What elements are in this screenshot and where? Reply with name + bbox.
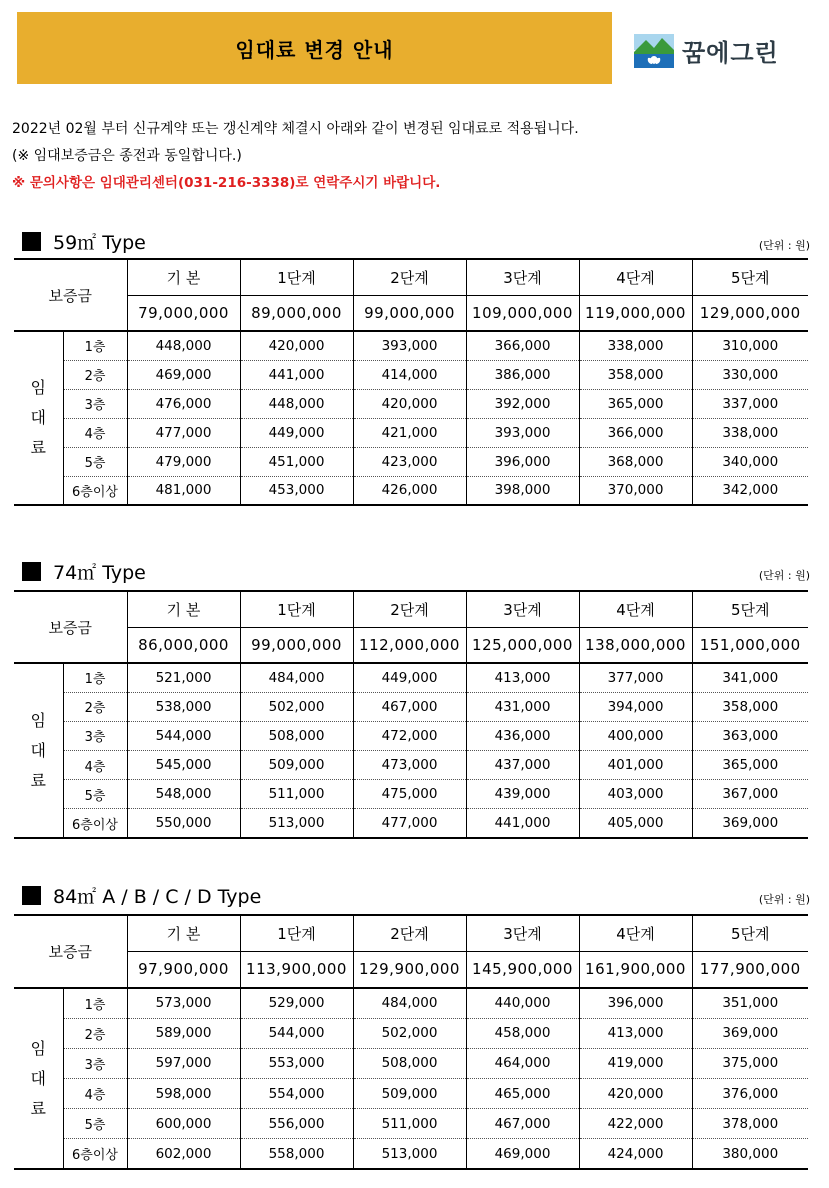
rent-value: 413,000	[466, 663, 579, 692]
table-row	[14, 721, 808, 750]
rent-value: 330,000	[692, 360, 808, 389]
deposit-amount: 97,900,000	[127, 951, 240, 988]
stage-header: 기 본	[127, 259, 240, 295]
section-title-text: 59㎡ Type	[53, 232, 146, 254]
table-row	[14, 663, 808, 692]
deposit-amount: 89,000,000	[240, 295, 353, 331]
stage-header: 1단계	[240, 259, 353, 295]
rent-value: 422,000	[579, 1109, 692, 1139]
floor-label: 5층	[63, 780, 127, 809]
stage-header: 5단계	[692, 591, 808, 627]
stage-header: 2단계	[353, 259, 466, 295]
deposit-amount: 129,900,000	[353, 951, 466, 988]
rent-value: 548,000	[127, 780, 240, 809]
rent-value: 365,000	[692, 751, 808, 780]
floor-label: 1층	[63, 331, 127, 360]
rent-value: 538,000	[127, 692, 240, 721]
rent-value: 396,000	[579, 988, 692, 1018]
rent-value: 338,000	[692, 418, 808, 447]
rent-value: 421,000	[353, 418, 466, 447]
floor-label: 2층	[63, 692, 127, 721]
rent-value: 358,000	[692, 692, 808, 721]
table-row	[14, 476, 808, 505]
rent-value: 529,000	[240, 988, 353, 1018]
section-title-text: 74㎡ Type	[53, 562, 146, 584]
table-row	[14, 1079, 808, 1109]
square-bullet-icon	[22, 886, 41, 905]
table-row	[14, 1109, 808, 1139]
floor-label: 6층이상	[63, 809, 127, 838]
deposit-amount: 161,900,000	[579, 951, 692, 988]
rent-value: 431,000	[466, 692, 579, 721]
rent-value: 509,000	[353, 1079, 466, 1109]
rent-value: 338,000	[579, 331, 692, 360]
rent-value: 396,000	[466, 447, 579, 476]
rent-label	[14, 988, 63, 1169]
rent-value: 401,000	[579, 751, 692, 780]
square-bullet-icon	[22, 232, 41, 251]
rent-value: 386,000	[466, 360, 579, 389]
rent-value: 465,000	[466, 1079, 579, 1109]
rent-value: 448,000	[240, 389, 353, 418]
stage-header: 4단계	[579, 591, 692, 627]
deposit-amount: 79,000,000	[127, 295, 240, 331]
unit-note: (단위 : 원)	[758, 239, 810, 252]
stage-header: 1단계	[240, 915, 353, 951]
rent-value: 420,000	[579, 1079, 692, 1109]
table-row	[14, 1018, 808, 1048]
rent-value: 484,000	[240, 663, 353, 692]
rent-value: 481,000	[127, 476, 240, 505]
rent-value: 437,000	[466, 751, 579, 780]
rent-value: 441,000	[240, 360, 353, 389]
table-row	[14, 780, 808, 809]
rent-value: 403,000	[579, 780, 692, 809]
section-header	[22, 559, 812, 585]
unit-note: (단위 : 원)	[758, 893, 810, 906]
rent-value: 476,000	[127, 389, 240, 418]
floor-label: 2층	[63, 1018, 127, 1048]
title-banner	[17, 12, 612, 84]
rent-value: 475,000	[353, 780, 466, 809]
rent-value: 573,000	[127, 988, 240, 1018]
intro-notice	[12, 116, 812, 197]
rent-value: 449,000	[240, 418, 353, 447]
rent-value: 558,000	[240, 1139, 353, 1169]
section-title	[22, 882, 261, 909]
rent-value: 394,000	[579, 692, 692, 721]
stage-header: 5단계	[692, 259, 808, 295]
floor-label: 6층이상	[63, 1139, 127, 1169]
floor-label: 5층	[63, 447, 127, 476]
rent-value: 479,000	[127, 447, 240, 476]
deposit-amount: 99,000,000	[353, 295, 466, 331]
rent-value: 467,000	[353, 692, 466, 721]
deposit-amount: 109,000,000	[466, 295, 579, 331]
rent-value: 400,000	[579, 721, 692, 750]
rent-value: 365,000	[579, 389, 692, 418]
stage-header: 2단계	[353, 915, 466, 951]
rent-value: 337,000	[692, 389, 808, 418]
rent-value: 600,000	[127, 1109, 240, 1139]
rent-value: 477,000	[353, 809, 466, 838]
rent-value: 451,000	[240, 447, 353, 476]
deposit-label: 보증금	[14, 915, 127, 988]
rent-value: 556,000	[240, 1109, 353, 1139]
deposit-amount: 138,000,000	[579, 627, 692, 663]
rent-value: 458,000	[466, 1018, 579, 1048]
section-header	[22, 229, 812, 255]
rent-table	[14, 914, 808, 1170]
rent-value: 472,000	[353, 721, 466, 750]
rent-table	[14, 590, 808, 839]
rent-value: 508,000	[240, 721, 353, 750]
table-row	[14, 1048, 808, 1078]
section-title-text: 84㎡ A / B / C / D Type	[53, 886, 262, 908]
deposit-amount: 145,900,000	[466, 951, 579, 988]
stage-header: 4단계	[579, 259, 692, 295]
deposit-label: 보증금	[14, 591, 127, 663]
unit-note: (단위 : 원)	[758, 569, 810, 582]
floor-label: 2층	[63, 360, 127, 389]
rent-value: 367,000	[692, 780, 808, 809]
rent-value: 521,000	[127, 663, 240, 692]
floor-label: 4층	[63, 751, 127, 780]
rent-value: 484,000	[353, 988, 466, 1018]
rent-value: 413,000	[579, 1018, 692, 1048]
stage-header: 3단계	[466, 259, 579, 295]
rent-value: 448,000	[127, 331, 240, 360]
logo-text: 꿈에그린	[682, 38, 779, 67]
rent-value: 453,000	[240, 476, 353, 505]
table-row	[14, 389, 808, 418]
rent-value: 310,000	[692, 331, 808, 360]
section-title	[22, 228, 146, 255]
rent-value: 513,000	[353, 1139, 466, 1169]
rent-value: 424,000	[579, 1139, 692, 1169]
deposit-amount: 151,000,000	[692, 627, 808, 663]
rent-value: 544,000	[240, 1018, 353, 1048]
rent-value: 464,000	[466, 1048, 579, 1078]
floor-label: 5층	[63, 1109, 127, 1139]
rent-value: 419,000	[579, 1048, 692, 1078]
rent-value: 377,000	[579, 663, 692, 692]
rent-value: 502,000	[353, 1018, 466, 1048]
rent-label	[14, 331, 63, 505]
deposit-amount: 112,000,000	[353, 627, 466, 663]
rent-value: 393,000	[466, 418, 579, 447]
rent-value: 363,000	[692, 721, 808, 750]
rent-label	[14, 663, 63, 838]
rent-value: 545,000	[127, 751, 240, 780]
intro-line-1: 2022년 02월 부터 신규계약 또는 갱신계약 체결시 아래와 같이 변경된 임대료로 적용됩니다.	[12, 121, 579, 137]
rent-value: 511,000	[240, 780, 353, 809]
stage-header: 4단계	[579, 915, 692, 951]
floor-label: 1층	[63, 988, 127, 1018]
rent-value: 513,000	[240, 809, 353, 838]
rent-value: 369,000	[692, 809, 808, 838]
rent-value: 405,000	[579, 809, 692, 838]
stage-header: 3단계	[466, 915, 579, 951]
page-title: 임대료 변경 안내	[235, 37, 394, 62]
rent-value: 375,000	[692, 1048, 808, 1078]
rent-value: 597,000	[127, 1048, 240, 1078]
rent-value: 602,000	[127, 1139, 240, 1169]
deposit-amount: 129,000,000	[692, 295, 808, 331]
deposit-label: 보증금	[14, 259, 127, 331]
deposit-amount: 125,000,000	[466, 627, 579, 663]
rent-value: 477,000	[127, 418, 240, 447]
rent-value: 440,000	[466, 988, 579, 1018]
table-row	[14, 418, 808, 447]
floor-label: 1층	[63, 663, 127, 692]
rent-value: 554,000	[240, 1079, 353, 1109]
rent-value: 508,000	[353, 1048, 466, 1078]
rent-value: 469,000	[466, 1139, 579, 1169]
table-row	[14, 988, 808, 1018]
floor-label: 3층	[63, 721, 127, 750]
rent-value: 393,000	[353, 331, 466, 360]
deposit-amount: 177,900,000	[692, 951, 808, 988]
rent-value: 378,000	[692, 1109, 808, 1139]
floor-label: 4층	[63, 1079, 127, 1109]
rent-value: 473,000	[353, 751, 466, 780]
section-title	[22, 558, 146, 585]
rent-value: 502,000	[240, 692, 353, 721]
deposit-amount: 99,000,000	[240, 627, 353, 663]
stage-header: 1단계	[240, 591, 353, 627]
intro-line-2: (※ 임대보증금은 종전과 동일합니다.)	[12, 148, 242, 164]
floor-label: 3층	[63, 389, 127, 418]
rent-value: 414,000	[353, 360, 466, 389]
brand-logo	[632, 30, 779, 70]
rent-value: 439,000	[466, 780, 579, 809]
table-row	[14, 331, 808, 360]
floor-label: 3층	[63, 1048, 127, 1078]
deposit-amount: 119,000,000	[579, 295, 692, 331]
rent-value: 426,000	[353, 476, 466, 505]
rent-value: 366,000	[466, 331, 579, 360]
table-row	[14, 447, 808, 476]
section-header	[22, 883, 812, 909]
deposit-amount: 113,900,000	[240, 951, 353, 988]
rent-value: 351,000	[692, 988, 808, 1018]
table-row	[14, 809, 808, 838]
rent-value: 341,000	[692, 663, 808, 692]
rent-value: 398,000	[466, 476, 579, 505]
rent-value: 544,000	[127, 721, 240, 750]
rent-value: 423,000	[353, 447, 466, 476]
rent-value: 553,000	[240, 1048, 353, 1078]
stage-header: 5단계	[692, 915, 808, 951]
rent-value: 598,000	[127, 1079, 240, 1109]
rent-value: 380,000	[692, 1139, 808, 1169]
contact-notice: ※ 문의사항은 임대관리센터(031-216-3338)로 연락주시기 바랍니다.	[12, 175, 441, 191]
rent-label-text: 임 대 료	[30, 710, 46, 790]
rent-value: 392,000	[466, 389, 579, 418]
rent-value: 550,000	[127, 809, 240, 838]
rent-value: 340,000	[692, 447, 808, 476]
stage-header: 2단계	[353, 591, 466, 627]
table-row	[14, 1139, 808, 1169]
rent-value: 420,000	[353, 389, 466, 418]
logo-mark-icon	[632, 30, 676, 70]
rent-value: 509,000	[240, 751, 353, 780]
rent-label-text: 임 대 료	[30, 378, 46, 457]
rent-value: 469,000	[127, 360, 240, 389]
rent-value: 370,000	[579, 476, 692, 505]
rent-table	[14, 258, 808, 506]
rent-value: 366,000	[579, 418, 692, 447]
rent-value: 467,000	[466, 1109, 579, 1139]
rent-label-text: 임 대 료	[30, 1038, 46, 1118]
rent-value: 368,000	[579, 447, 692, 476]
floor-label: 6층이상	[63, 476, 127, 505]
floor-label: 4층	[63, 418, 127, 447]
table-row	[14, 360, 808, 389]
square-bullet-icon	[22, 562, 41, 581]
deposit-amount: 86,000,000	[127, 627, 240, 663]
rent-value: 342,000	[692, 476, 808, 505]
rent-value: 376,000	[692, 1079, 808, 1109]
table-row	[14, 751, 808, 780]
rent-value: 511,000	[353, 1109, 466, 1139]
rent-value: 436,000	[466, 721, 579, 750]
stage-header: 3단계	[466, 591, 579, 627]
table-row	[14, 692, 808, 721]
rent-value: 369,000	[692, 1018, 808, 1048]
rent-value: 449,000	[353, 663, 466, 692]
rent-value: 420,000	[240, 331, 353, 360]
stage-header: 기 본	[127, 591, 240, 627]
rent-value: 441,000	[466, 809, 579, 838]
rent-value: 589,000	[127, 1018, 240, 1048]
stage-header: 기 본	[127, 915, 240, 951]
rent-value: 358,000	[579, 360, 692, 389]
